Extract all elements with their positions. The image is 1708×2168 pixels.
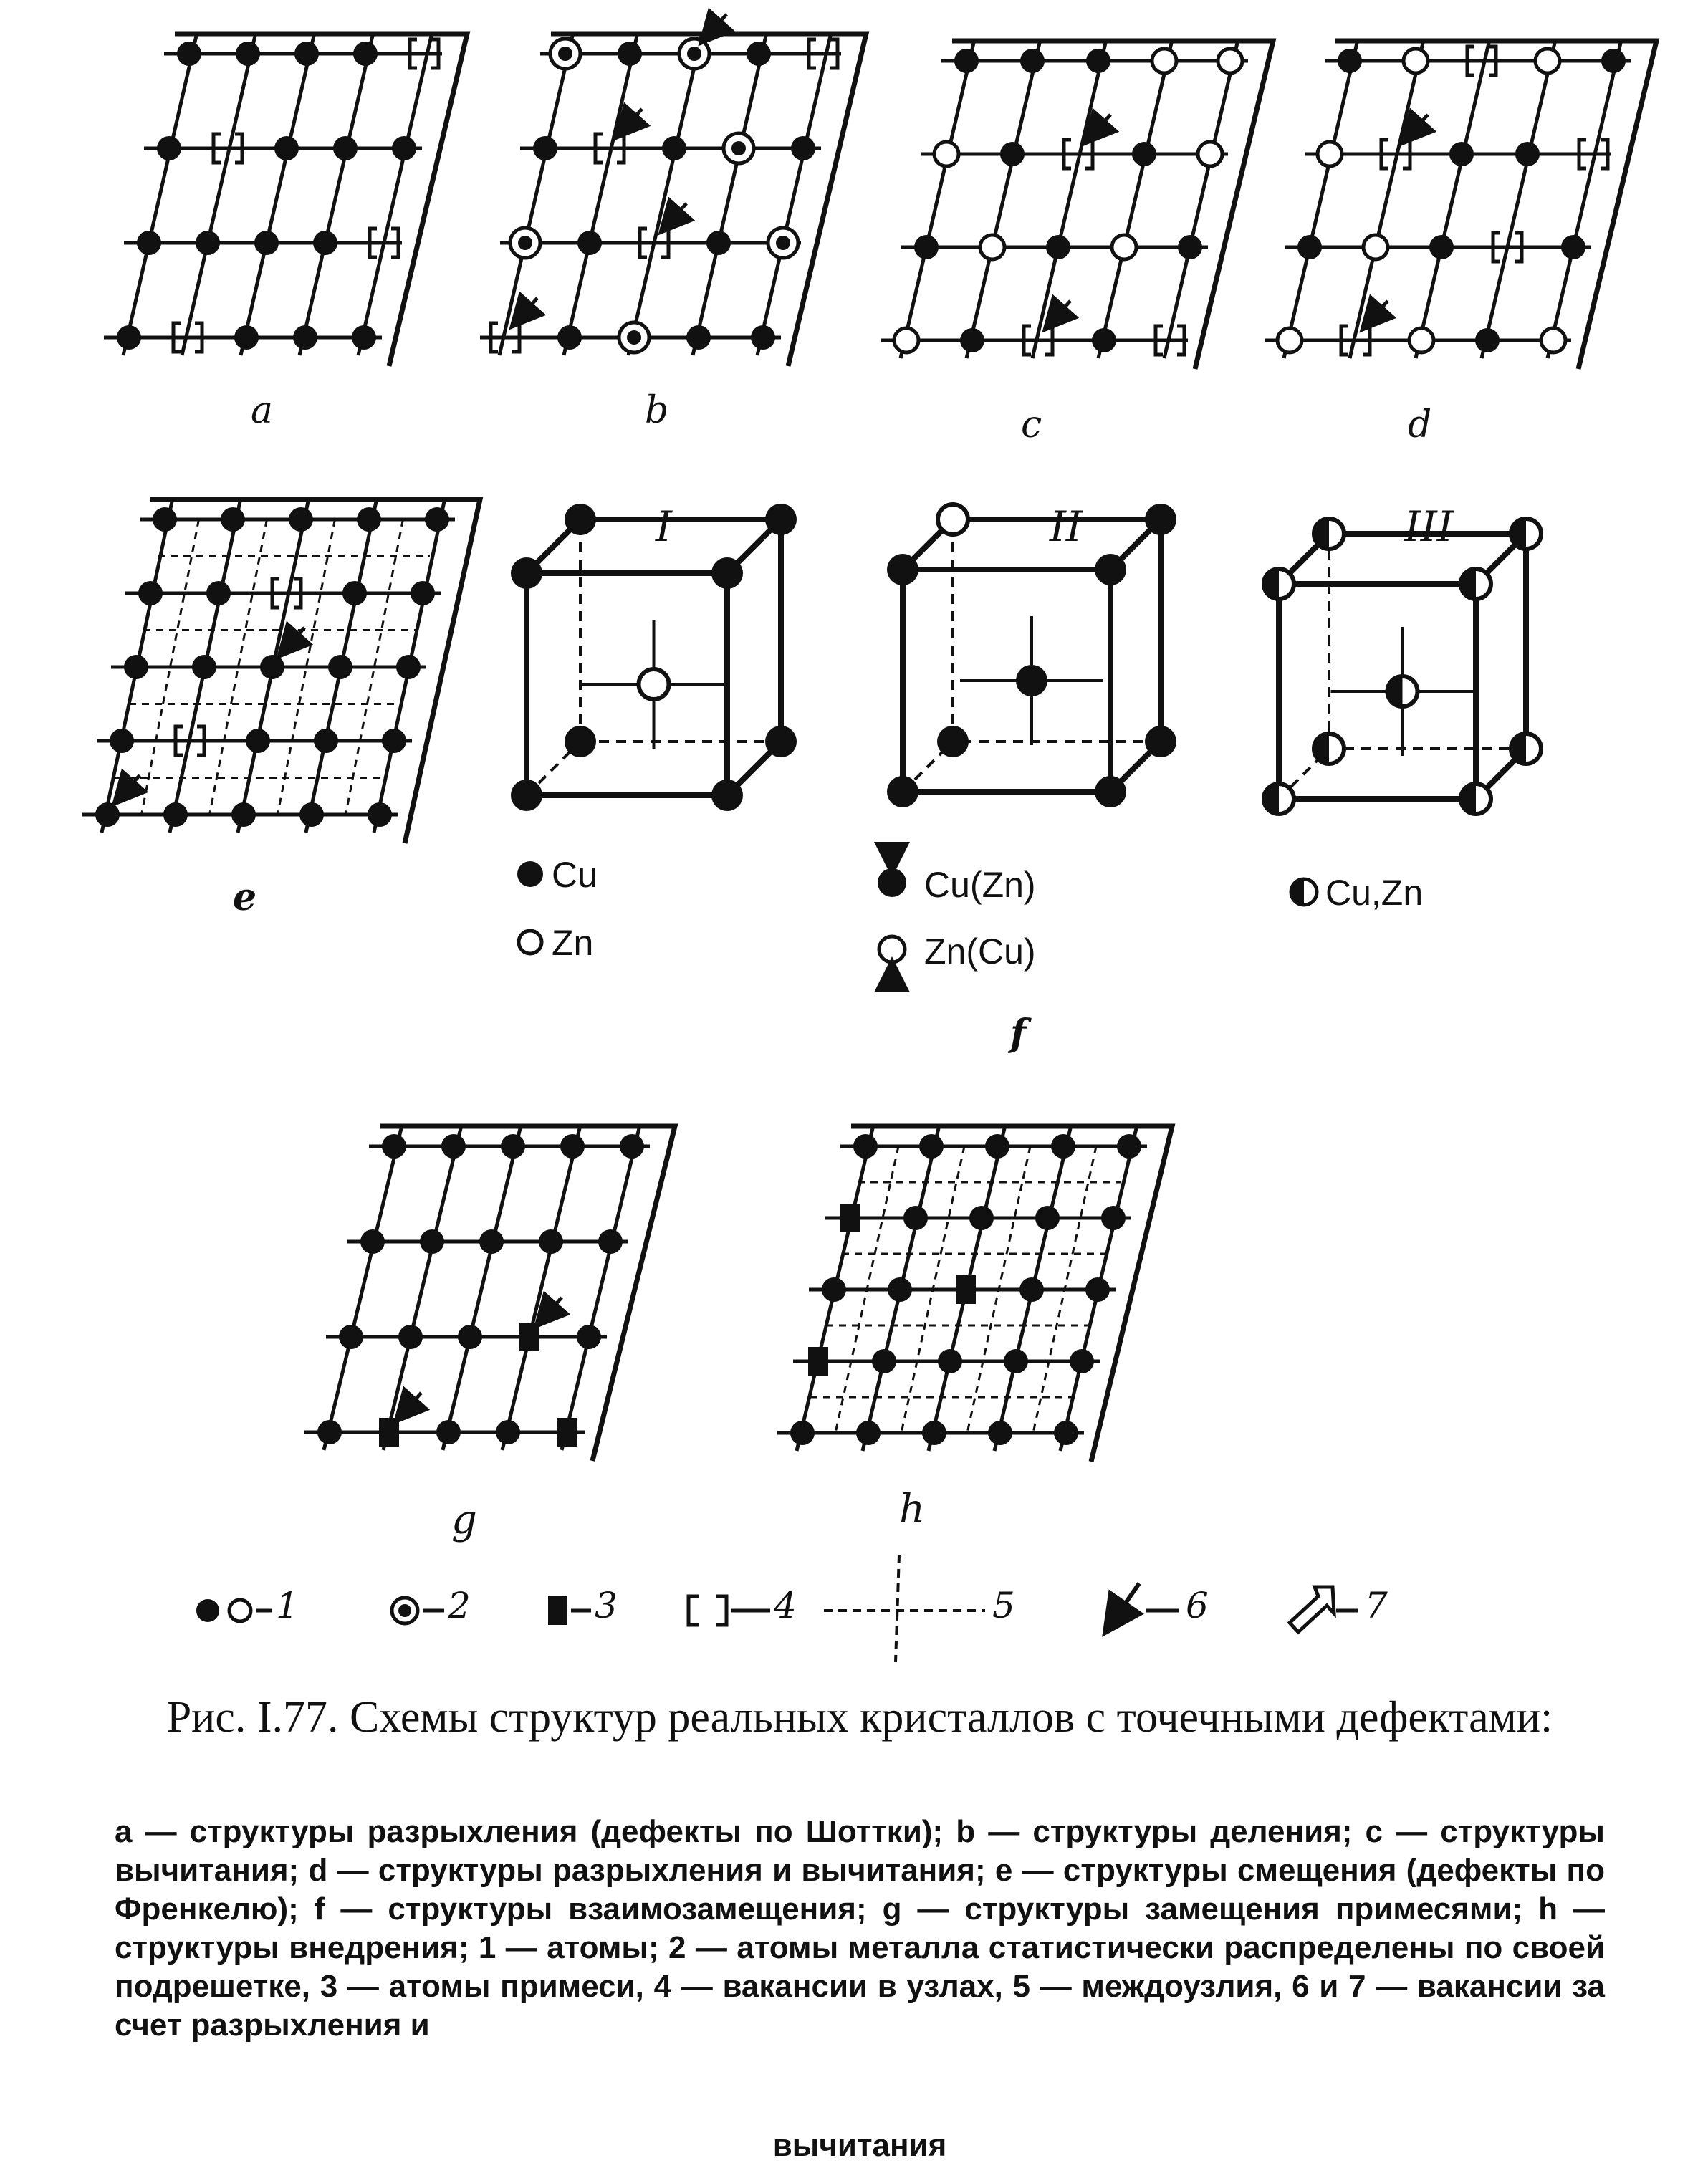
frame: [380, 1126, 675, 1461]
atom: [231, 802, 256, 827]
open-atom: [1218, 49, 1242, 73]
cube-corner-atom: [887, 776, 918, 807]
cube-corner-atom: [565, 726, 596, 757]
atom: [686, 325, 711, 350]
open-atom: [1112, 235, 1136, 259]
atom: [1000, 142, 1025, 166]
atom: [1086, 49, 1110, 73]
atom: [339, 1325, 363, 1349]
atom: [790, 1421, 815, 1445]
lattice-column: [1416, 43, 1489, 358]
panel-label-e: e: [233, 876, 257, 919]
atom: [1338, 49, 1362, 73]
figure-caption-title: Рис. I.77. Схемы структур реальных кристаллов с точечными дефектами:: [166, 1693, 1553, 1742]
lattice-column: [1482, 43, 1555, 358]
ringed-atom-core: [518, 236, 532, 250]
lattice-column: [241, 36, 314, 355]
legend-label-2: 2: [448, 1585, 471, 1626]
cube-corner-atom: [938, 504, 968, 534]
atom: [1085, 1277, 1110, 1302]
atom: [969, 1206, 994, 1230]
atom: [1019, 1277, 1044, 1302]
atom: [1035, 1206, 1060, 1230]
vacancy-arrow: [1047, 301, 1070, 327]
legend-label-5: 5: [992, 1585, 1015, 1626]
open-atom: [980, 235, 1004, 259]
lattice-column: [966, 43, 1040, 358]
ringed-atom-core: [776, 236, 790, 250]
open-atom: [1409, 328, 1434, 352]
vacancy-arrow: [1087, 115, 1110, 141]
atom: [382, 1134, 406, 1159]
panel-label-a: a: [251, 389, 274, 432]
atom: [1046, 235, 1070, 259]
atom: [872, 1349, 896, 1373]
impurity-atom: [956, 1275, 976, 1304]
half-filled-atom-icon: [1291, 879, 1317, 905]
atom: [914, 235, 939, 259]
atom: [1054, 1421, 1078, 1445]
lattice-column: [693, 36, 766, 355]
impurity-atom: [840, 1204, 860, 1232]
lattice-column: [502, 1128, 580, 1450]
cube-corner-atom: [1095, 776, 1126, 807]
atom: [260, 655, 284, 679]
vacancy-arrow: [514, 298, 537, 325]
atom: [368, 802, 392, 827]
atom: [1601, 49, 1626, 73]
atom: [425, 507, 449, 532]
cube-I-legend-cu: Cu: [552, 855, 598, 895]
impurity-atom: [808, 1347, 828, 1376]
ringed-atom-core: [687, 47, 701, 61]
atom: [1020, 49, 1045, 73]
atom: [342, 581, 367, 605]
cube-II-legend-cu-zn: Cu(Zn): [924, 865, 1036, 905]
panel-label-h: h: [899, 1486, 926, 1533]
cube-II-legend-zn-cu: Zn(Cu): [924, 931, 1036, 972]
atom: [392, 136, 416, 160]
atom: [598, 1229, 623, 1254]
atom: [289, 507, 313, 532]
impurity-atom: [379, 1418, 399, 1447]
vacancy-arrow: [281, 628, 304, 654]
lattice-column: [443, 1128, 520, 1450]
atom: [357, 507, 381, 532]
atom: [662, 136, 686, 160]
open-atom: [1277, 328, 1302, 352]
figure-caption-description: a — структуры разрыхления (дефекты по Шоттки); b — структуры деления; c — структуры вычитания; d — структуры разрыхления и вычитания; e — структуры смещения (дефекты по Френкелю); f — структуры взаимозамещения; g — структуры замещения примесями; h — структуры внедрения; 1 — атомы; 2 — атомы металла статистически распределены по своей подрешетке, 3 — атомы примеси, 4 — вакансии в узлах, 5 — междоузлия, 6 и 7 — вакансии за счет разрыхления и: [115, 1814, 1605, 2043]
legend-label-1: 1: [276, 1585, 299, 1626]
atom: [236, 42, 260, 66]
atom: [137, 231, 161, 255]
vacancy-arrow: [618, 109, 642, 135]
legend-label-4: 4: [774, 1585, 797, 1626]
atom: [196, 231, 220, 255]
atom: [163, 802, 188, 827]
atom: [221, 507, 245, 532]
atom: [1515, 142, 1540, 166]
atom: [791, 136, 815, 160]
atom: [1117, 1134, 1141, 1159]
atom: [1297, 235, 1322, 259]
atom: [328, 655, 352, 679]
atom: [577, 1325, 601, 1349]
panel-label-f: f: [1010, 1012, 1027, 1055]
atom: [177, 42, 201, 66]
ringed-atom-core: [558, 47, 572, 61]
open-atom: [1541, 328, 1565, 352]
atom: [501, 1134, 525, 1159]
atom: [496, 1420, 520, 1444]
atom: [751, 325, 775, 350]
lattice-b: [480, 14, 866, 366]
atom: [246, 729, 270, 753]
legend-ringed-atom-core: [398, 1604, 411, 1617]
vacancy-arrow: [116, 775, 140, 802]
legend-vacancy-icon: [689, 1596, 726, 1625]
open-atom: [934, 142, 959, 166]
cube-corner-atom: [1145, 726, 1176, 757]
atom: [747, 42, 771, 66]
atom: [938, 1349, 962, 1373]
atom: [1070, 1349, 1094, 1373]
atom: [479, 1229, 504, 1254]
atom: [293, 325, 317, 350]
atom: [153, 507, 177, 532]
atom: [988, 1421, 1012, 1445]
atom: [124, 655, 148, 679]
ringed-atom-core: [731, 141, 746, 155]
lattice-column: [123, 36, 196, 355]
atom: [533, 136, 557, 160]
impurity-atom: [519, 1323, 539, 1351]
cube-corner-atom: [887, 554, 918, 585]
atom: [110, 729, 134, 753]
lattice-column: [1098, 43, 1171, 358]
cube-corner-atom: [511, 557, 542, 589]
lattice-column: [324, 1128, 401, 1450]
lattice-column: [1032, 43, 1105, 358]
atom: [985, 1134, 1009, 1159]
lattice-c: [881, 41, 1273, 369]
atom: [299, 802, 324, 827]
lattice-column: [383, 1128, 461, 1450]
lattice-d: [1265, 41, 1656, 369]
atom: [138, 581, 163, 605]
legend-interstitial-icon: [896, 1555, 899, 1662]
atom: [95, 802, 120, 827]
atom: [618, 42, 642, 66]
panel-label-d: d: [1408, 403, 1432, 446]
lattice-column: [901, 43, 974, 358]
legend-hollow-arrow-icon: [1290, 1587, 1334, 1632]
lattice-column: [358, 36, 431, 355]
vacancy-arrow: [703, 14, 726, 41]
atom: [853, 1134, 878, 1159]
panel-label-c: c: [1021, 403, 1042, 446]
legend-filled-atom-icon: [196, 1599, 219, 1622]
figure-caption-last-line: вычитания: [772, 2128, 947, 2163]
cube-corner-atom: [711, 780, 743, 811]
cube-center-atom: [1016, 665, 1047, 696]
legend-arrow-icon: [1107, 1583, 1139, 1630]
atom: [1132, 142, 1156, 166]
legend-label-6: 6: [1186, 1585, 1209, 1626]
vacancy-arrow: [1404, 115, 1428, 141]
atom: [560, 1134, 585, 1159]
atom: [577, 231, 602, 255]
lattice-h: [777, 1126, 1172, 1462]
cube-I-legend-zn: Zn: [552, 923, 594, 963]
open-atom: [1535, 49, 1560, 73]
atom: [420, 1229, 444, 1254]
ringed-atom-core: [627, 330, 641, 345]
atom: [458, 1325, 482, 1349]
vacancy-arrow: [398, 1393, 421, 1419]
zn-cu-atom-icon: [879, 936, 905, 989]
zn-atom-icon: [519, 931, 542, 954]
atom: [360, 1229, 385, 1254]
cube-II: [887, 504, 1176, 807]
lattice-column: [628, 36, 701, 355]
cube-I: [511, 504, 797, 811]
cube-corner-atom: [937, 726, 969, 757]
legend-label-7: 7: [1365, 1585, 1388, 1626]
open-atom: [894, 328, 918, 352]
cu-zn-atom-icon: [878, 845, 906, 897]
atom: [1475, 328, 1500, 352]
lattice-e: [82, 499, 480, 843]
atom: [234, 325, 259, 350]
atom: [919, 1134, 944, 1159]
atom: [333, 136, 358, 160]
lattice-column: [182, 36, 255, 355]
atom: [274, 136, 299, 160]
atom: [1051, 1134, 1075, 1159]
lattice-column: [562, 1128, 639, 1450]
atom: [317, 1420, 342, 1444]
lattice-column: [1350, 43, 1423, 358]
atom: [922, 1421, 946, 1445]
cube-corner-atom: [1145, 504, 1176, 535]
cube-label-II: II: [1050, 502, 1083, 551]
atom: [1429, 235, 1454, 259]
atom: [254, 231, 279, 255]
legend-open-atom-icon: [229, 1600, 251, 1621]
atom: [352, 325, 376, 350]
lattice-a: [104, 34, 467, 366]
open-atom: [1152, 49, 1176, 73]
lattice-column: [1548, 43, 1621, 358]
atom: [441, 1134, 466, 1159]
open-atom: [1318, 142, 1342, 166]
lattice-column: [299, 36, 373, 355]
atom: [620, 1134, 644, 1159]
atom: [903, 1206, 928, 1230]
atom: [856, 1421, 881, 1445]
cube-corner-atom: [565, 504, 596, 535]
open-atom: [1198, 142, 1222, 166]
atom: [954, 49, 979, 73]
open-atom: [1363, 235, 1388, 259]
atom: [706, 231, 731, 255]
atom: [888, 1277, 912, 1302]
vacancy-arrow: [538, 1298, 562, 1324]
atom: [314, 729, 338, 753]
legend-impurity-icon: [548, 1596, 567, 1625]
atom: [1561, 235, 1585, 259]
vacancy-arrow: [1364, 301, 1388, 327]
panel-label-b: b: [645, 389, 669, 432]
lattice-column: [1164, 43, 1237, 358]
cube-center-atom: [639, 669, 669, 699]
vacancy-arrow: [663, 203, 686, 230]
atom: [157, 136, 181, 160]
atom: [1004, 1349, 1028, 1373]
legend-label-3: 3: [595, 1585, 618, 1626]
cube-label-III: III: [1404, 502, 1454, 551]
atom: [1178, 235, 1202, 259]
atom: [960, 328, 984, 352]
cu-atom-icon: [517, 861, 543, 887]
cube-corner-atom: [511, 780, 542, 811]
cube-III: [1264, 519, 1541, 814]
atom: [398, 1325, 423, 1349]
atom: [294, 42, 319, 66]
impurity-atom: [557, 1418, 577, 1447]
cube-corner-atom: [765, 726, 797, 757]
atom: [396, 655, 421, 679]
atom: [192, 655, 216, 679]
atom: [1092, 328, 1116, 352]
lattice-column: [1284, 43, 1357, 358]
open-atom: [1404, 49, 1428, 73]
atom: [539, 1229, 563, 1254]
atom: [557, 325, 582, 350]
atom: [822, 1277, 846, 1302]
lattice-g: [304, 1126, 675, 1461]
atom: [382, 729, 406, 753]
cube-corner-atom: [1095, 554, 1126, 585]
lattice-column: [564, 36, 637, 355]
panel-label-g: g: [451, 1497, 477, 1543]
cube-corner-atom: [711, 557, 743, 589]
atom: [1449, 142, 1474, 166]
atom: [206, 581, 231, 605]
cube-III-legend-cu-zn: Cu,Zn: [1325, 873, 1424, 913]
atom: [313, 231, 337, 255]
atom: [411, 581, 435, 605]
atom: [1101, 1206, 1126, 1230]
cube-label-I: I: [656, 502, 672, 551]
lattice-column: [757, 36, 830, 355]
cube-corner-atom: [765, 504, 797, 535]
atom: [117, 325, 141, 350]
lattice-column: [499, 36, 572, 355]
atom: [353, 42, 378, 66]
atom: [436, 1420, 461, 1444]
